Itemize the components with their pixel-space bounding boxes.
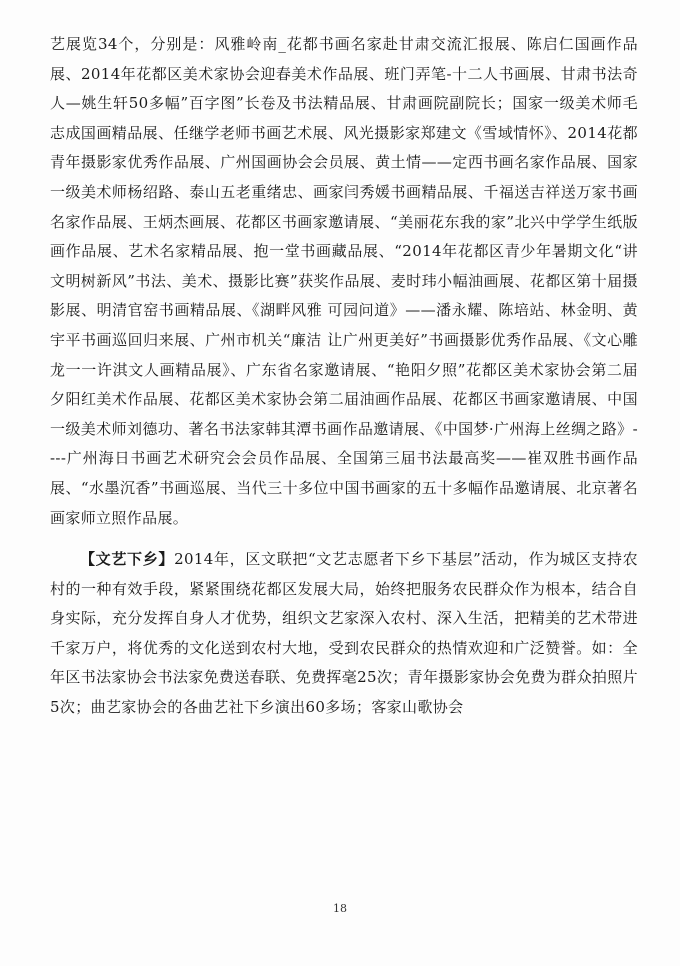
paragraph-text: 2014年，区文联把“文艺志愿者下乡下基层”活动，作为城区支持农村的一种有效手段，紧紧围绕花都区发展大局，始终把服务农民群众作为根本，结合自身实际，充分发挥自身人才优势，组织文艺家深入农村、深入生活，把精美的艺术带进千家万户，将优秀的文化送到农村大地，受到农民群众的热情欢迎和广泛赞誉。如：全年区书法家协会书法家免费送春联、免费挥毫25次；青年摄影家协会免费为群众拍照片5次；曲艺家协会的各曲艺社下乡演出60多场；客家山歌协会 [50,550,638,717]
page-number: 18 [333,902,347,915]
body-text [50,30,638,723]
paragraph-text: 艺展览34个，分别是：风雅岭南_花都书画名家赴甘肃交流汇报展、陈启仁国画作品展、2014年花都区美术家协会迎春美术作品展、班门弄笔-十二人书画展、甘肃书法奇人—姚生轩50多幅”百字图”长卷及书法精品展、甘肃画院副院长；国家一级美术师毛志成国画精品展、任继学老师书画艺术展、风光摄影家郑建文《雪域情怀》、2014花都青年摄影家优秀作品展、广州国画协会会员展、黄土情——定西书画名家作品展、国家一级美术师杨绍路、泰山五老重绪忠、画家闫秀媛书画精品展、千福送吉祥送万家书画名家作品展、王炳杰画展、花都区书画家邀请展、“美丽花东我的家”北兴中学学生纸版画作品展、艺术名家精品展、抱一堂书画藏品展、“2014年花都区青少年暑期文化“讲文明树新风”书法、美术、摄影比赛”获奖作品展、麦时玮小幅油画展、花都区第十届摄影展、明清官窑书画精品展、《湖畔风雅 可园问道》——潘永耀、陈培站、林金明、黄宇平书画巡回归来展、广州市机关“廉洁 让广州更美好”书画摄影优秀作品展、《文心雕龙一一许淇文人画精品展》、广东省名家邀请展、“艳阳夕照”花都区美术家协会第二届夕阳红美术作品展、花都区美术家协会第二届油画作品展、花都区书画家邀请展、中国一级美术师刘德功、著名书法家韩其潭书画作品邀请展、《中国梦·广州海上丝绸之路》----广州海日书画艺术研究会会员作品展、全国第三届书法最高奖——崔双胜书画作品展、“水墨沉香”书画巡展、当代三十多位中国书画家的五十多幅作品邀请展、北京著名画家师立照作品展。 [50,35,638,527]
section-heading: 【文艺下乡】 [80,550,175,569]
paragraph-art-to-countryside [50,545,638,723]
paragraph-exhibitions [50,30,638,533]
